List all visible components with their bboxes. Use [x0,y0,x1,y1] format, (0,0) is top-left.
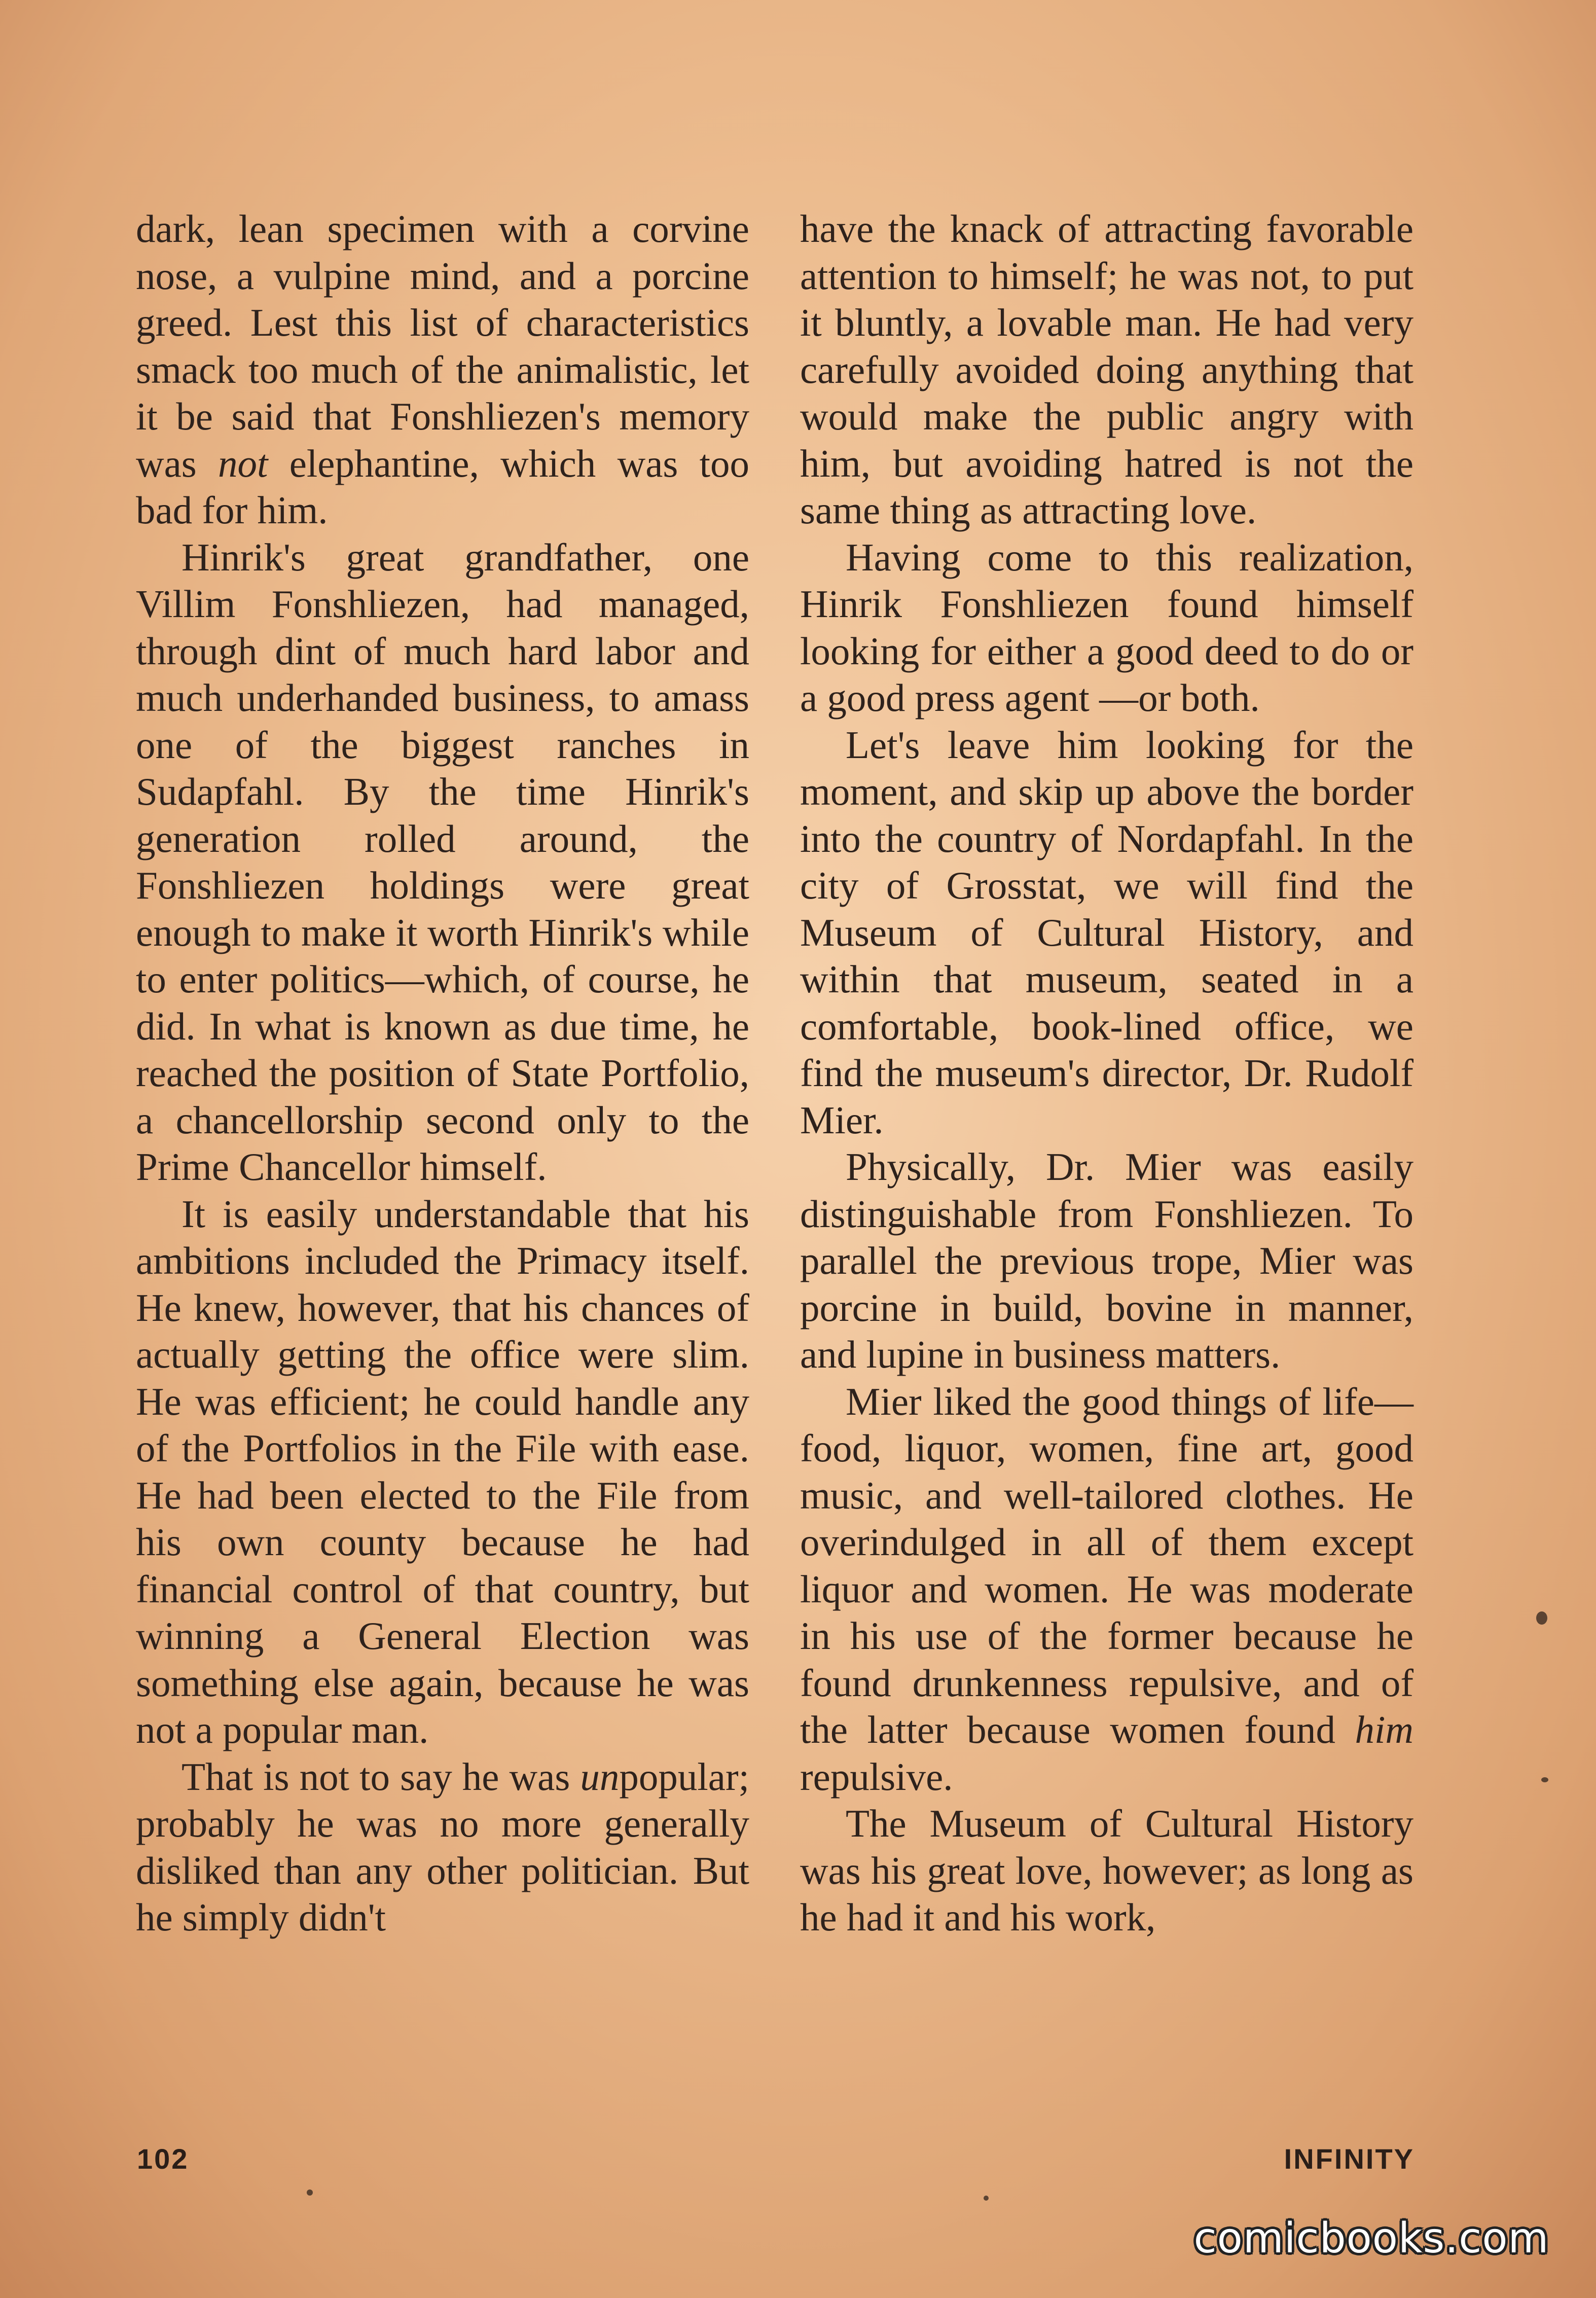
paragraph: It is easily understandable that his ambitions included the Primacy itself. He knew, however, that his chances of actually getting the office were slim. He was efficient; he could handle any of the Portfolios in the File with ease. He had been elected to the File from his own county because he had financial control of that country, but winning a General Election was something else again, because he was not a popular man. [136,1192,749,1751]
page-number: 102 [137,2143,189,2175]
paragraph: have the knack of attracting favorable attention to himself; he was not, to put it bluntly, a lovable man. He had very carefully avoided doing anything that would make the public angry with him, but avoiding hatred is not the same thing as attracting love. [800,207,1413,532]
ink-speck [307,2189,313,2196]
ink-speck [1541,1777,1548,1782]
paragraph: Having come to this realization, Hinrik Fonshliezen found himself looking for either a good deed to do or a good press agent —or both. [800,535,1413,720]
magazine-title: INFINITY [1284,2143,1414,2175]
paragraph: The Museum of Cultural History was his great love, however; as long as he had it and his work, [800,1802,1413,1939]
right-text-column [800,205,1413,1941]
paragraph: That is not to say he was unpopular; probably he was no more generally disliked than any other politician. But he simply didn't [136,1754,749,1939]
left-text-column [136,205,749,1941]
site-watermark: comicbooks.com [1193,2214,1549,2263]
paragraph: Mier liked the good things of life—food, liquor, women, fine art, good music, and well-tailored clothes. He overindulged in all of them except liquor and women. He was moderate in his use of the former because he found drunkenness repulsive, and of the latter because women found him repulsive. [800,1379,1413,1799]
paragraph: dark, lean specimen with a corvine nose, a vulpine mind, and a porcine greed. Lest this list of characteristics smack too much of the animalistic, let it be said that Fonshliezen's memory was not elephantine, which was too bad for him. [136,207,750,532]
paragraph: Hinrik's great grandfather, one Villim Fonshliezen, had managed, through dint of much hard labor and much underhanded business, to amass one of the biggest ranches in Sudapfahl. By the time Hinrik's generation rolled around, the Fonshliezen holdings were great enough to make it worth Hinrik's while to enter politics—which, of course, he did. In what is known as due time, he reached the position of State Portfolio, a chancellorship second only to the Prime Chancellor himself. [136,535,749,1189]
ink-speck [984,2196,989,2201]
paragraph: Physically, Dr. Mier was easily distinguishable from Fonshliezen. To parallel the previous trope, Mier was porcine in build, bovine in manner, and lupine in business matters. [800,1145,1413,1376]
ink-speck [1536,1611,1547,1625]
paragraph: Let's leave him looking for the moment, and skip up above the border into the country of Nordapfahl. In the city of Grosstat, we will find the Museum of Cultural History, and within that museum, seated in a comfortable, book-lined office, we find the museum's director, Dr. Rudolf Mier. [800,723,1413,1142]
